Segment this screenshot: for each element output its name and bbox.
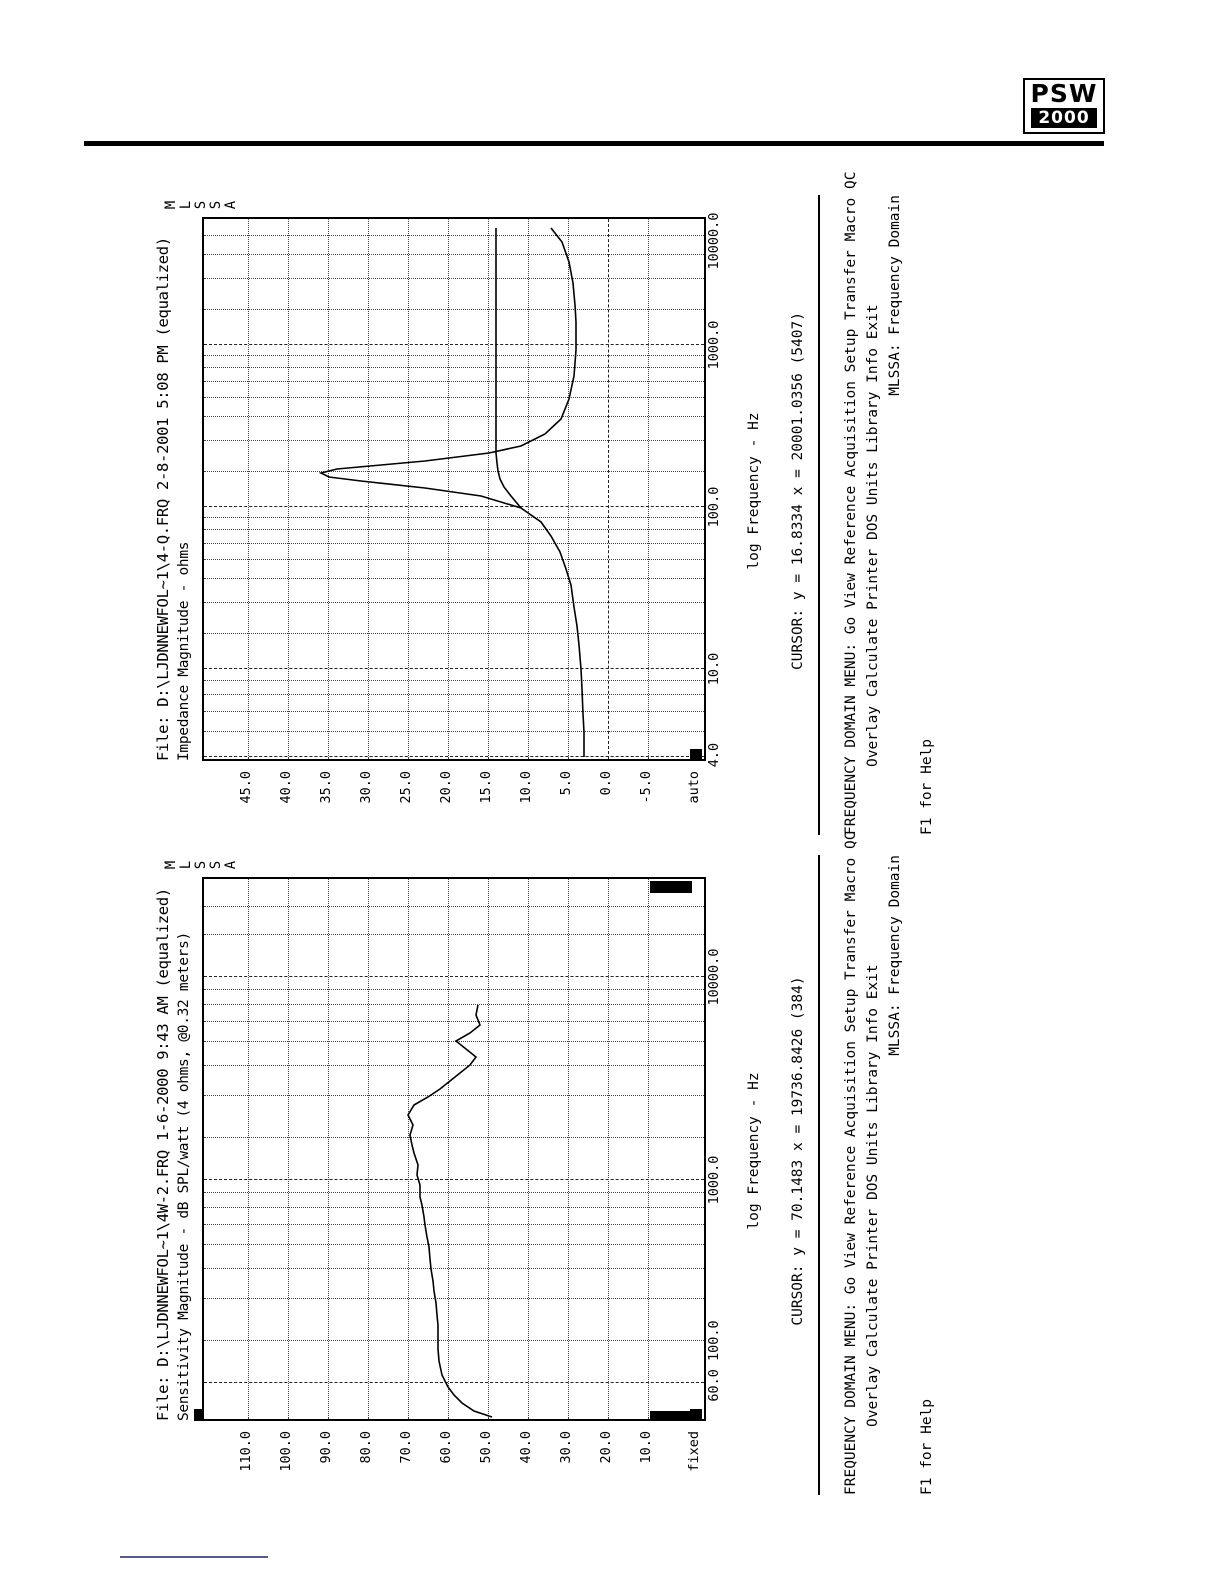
- plot-scroll-handle[interactable]: [650, 881, 692, 893]
- spl-plot-area: [202, 877, 706, 1421]
- mlssa-letter: M: [163, 860, 179, 870]
- mlssa-letter: A: [223, 860, 239, 870]
- mlssa-letter: L: [178, 860, 194, 870]
- mlssa-letter: A: [223, 200, 239, 210]
- plot-sheet: [150, 171, 1100, 1495]
- mlssa-letter: L: [178, 200, 194, 210]
- menu-help-hint: F1 for Help: [919, 738, 935, 835]
- psw-logo: [1023, 78, 1105, 134]
- menu-line-secondary[interactable]: Overlay Calculate Printer DOS Units Library Info Exit: [865, 304, 881, 767]
- imp-xtick: 10000.0: [706, 212, 722, 270]
- impedance-plot-area: [202, 217, 706, 761]
- spl-ytick: 110.0: [238, 1431, 254, 1472]
- mlssa-letter: S: [193, 200, 209, 210]
- spl-cursor-readout: CURSOR: y = 70.1483 x = 19736.8426 (384): [790, 976, 806, 1326]
- spl-ytick: 20.0: [598, 1431, 614, 1464]
- spl-xtick: 1000.0: [706, 1155, 722, 1205]
- spl-xtick: 10000.0: [706, 948, 722, 1006]
- menu-help-hint: F1 for Help: [919, 1398, 935, 1495]
- spl-curve: [204, 883, 700, 1419]
- impedance-separator: [818, 195, 820, 835]
- imp-ytick: 35.0: [318, 771, 334, 804]
- spl-x-axis-caption: log Frequency - Hz: [746, 1072, 762, 1230]
- psw-logo-bottom: 2000: [1031, 108, 1097, 128]
- menu-line-main[interactable]: FREQUENCY DOMAIN MENU: Go View Reference Acquisition Setup Transfer Macro QC: [843, 171, 859, 835]
- imp-ytick: 30.0: [358, 771, 374, 804]
- menu-status-mode: MLSSA: Frequency Domain: [887, 195, 903, 396]
- imp-xtick: 1000.0: [706, 320, 722, 370]
- spl-ytick: 70.0: [398, 1431, 414, 1464]
- menu-line-secondary[interactable]: Overlay Calculate Printer DOS Units Library Info Exit: [865, 964, 881, 1427]
- impedance-y-axis-mode: auto: [686, 771, 702, 804]
- plot-scroll-handle[interactable]: [650, 1411, 692, 1421]
- mlssa-letter: S: [208, 200, 224, 210]
- spl-ytick: 30.0: [558, 1431, 574, 1464]
- spl-axis-title: Sensitivity Magnitude - dB SPL/watt (4 ohms, @0.32 meters): [176, 932, 192, 1421]
- plot-corner-marker[interactable]: [194, 1409, 204, 1421]
- spl-ytick: 100.0: [278, 1431, 294, 1472]
- imp-ytick: 10.0: [518, 771, 534, 804]
- imp-ytick: 40.0: [278, 771, 294, 804]
- spl-ytick: 90.0: [318, 1431, 334, 1464]
- spl-xtick: 60.0 100.0: [706, 1320, 722, 1402]
- impedance-panel: [150, 171, 1100, 835]
- plot-corner-marker[interactable]: [690, 749, 702, 761]
- spl-ytick: 10.0: [638, 1431, 654, 1464]
- mlssa-letter: M: [163, 200, 179, 210]
- spl-file-title: File: D:\LJDNNEWFOL~1\4W-2.FRQ 1-6-2000 9:43 AM (equalized): [154, 888, 172, 1421]
- imp-ytick: 0.0: [598, 771, 614, 796]
- header-divider: [84, 141, 1104, 146]
- spl-x-axis-labels: [706, 881, 728, 1421]
- spl-y-axis-mode: fixed: [686, 1431, 702, 1472]
- spl-separator: [818, 855, 820, 1495]
- spl-ytick: 80.0: [358, 1431, 374, 1464]
- footer-divider: [120, 1556, 268, 1558]
- impedance-y-axis-labels: [202, 767, 702, 835]
- impedance-x-axis-caption: log Frequency - Hz: [746, 412, 762, 570]
- imp-ytick: 45.0: [238, 771, 254, 804]
- spl-ytick: 60.0: [438, 1431, 454, 1464]
- spl-mlssa-marker: [164, 855, 239, 875]
- mlssa-letter: S: [193, 860, 209, 870]
- impedance-mlssa-marker: [164, 195, 239, 215]
- impedance-curve: [204, 223, 700, 759]
- spl-panel: [150, 831, 1100, 1495]
- imp-ytick: 20.0: [438, 771, 454, 804]
- imp-xtick: 10.0: [706, 652, 722, 686]
- impedance-x-axis-labels: [706, 212, 728, 768]
- menu-line-main[interactable]: FREQUENCY DOMAIN MENU: Go View Reference Acquisition Setup Transfer Macro QC: [843, 831, 859, 1495]
- imp-ytick: 5.0: [558, 771, 574, 796]
- impedance-file-title: File: D:\LJDNNEWFOL~1\4-Q.FRQ 2-8-2001 5:08 PM (equalized): [154, 237, 172, 761]
- mlssa-letter: S: [208, 860, 224, 870]
- spl-y-axis-labels: [202, 1427, 702, 1495]
- imp-ytick: -5.0: [638, 771, 654, 804]
- imp-xtick: 4.0: [706, 742, 722, 768]
- psw-logo-top: PSW: [1030, 79, 1098, 108]
- imp-xtick: 100.0: [706, 486, 722, 528]
- impedance-cursor-readout: CURSOR: y = 16.8334 x = 20001.0356 (5407): [790, 312, 806, 670]
- spl-ytick: 40.0: [518, 1431, 534, 1464]
- imp-ytick: 25.0: [398, 771, 414, 804]
- impedance-axis-title: Impedance Magnitude - ohms: [176, 541, 192, 761]
- spl-ytick: 50.0: [478, 1431, 494, 1464]
- imp-ytick: 15.0: [478, 771, 494, 804]
- menu-status-mode: MLSSA: Frequency Domain: [887, 855, 903, 1056]
